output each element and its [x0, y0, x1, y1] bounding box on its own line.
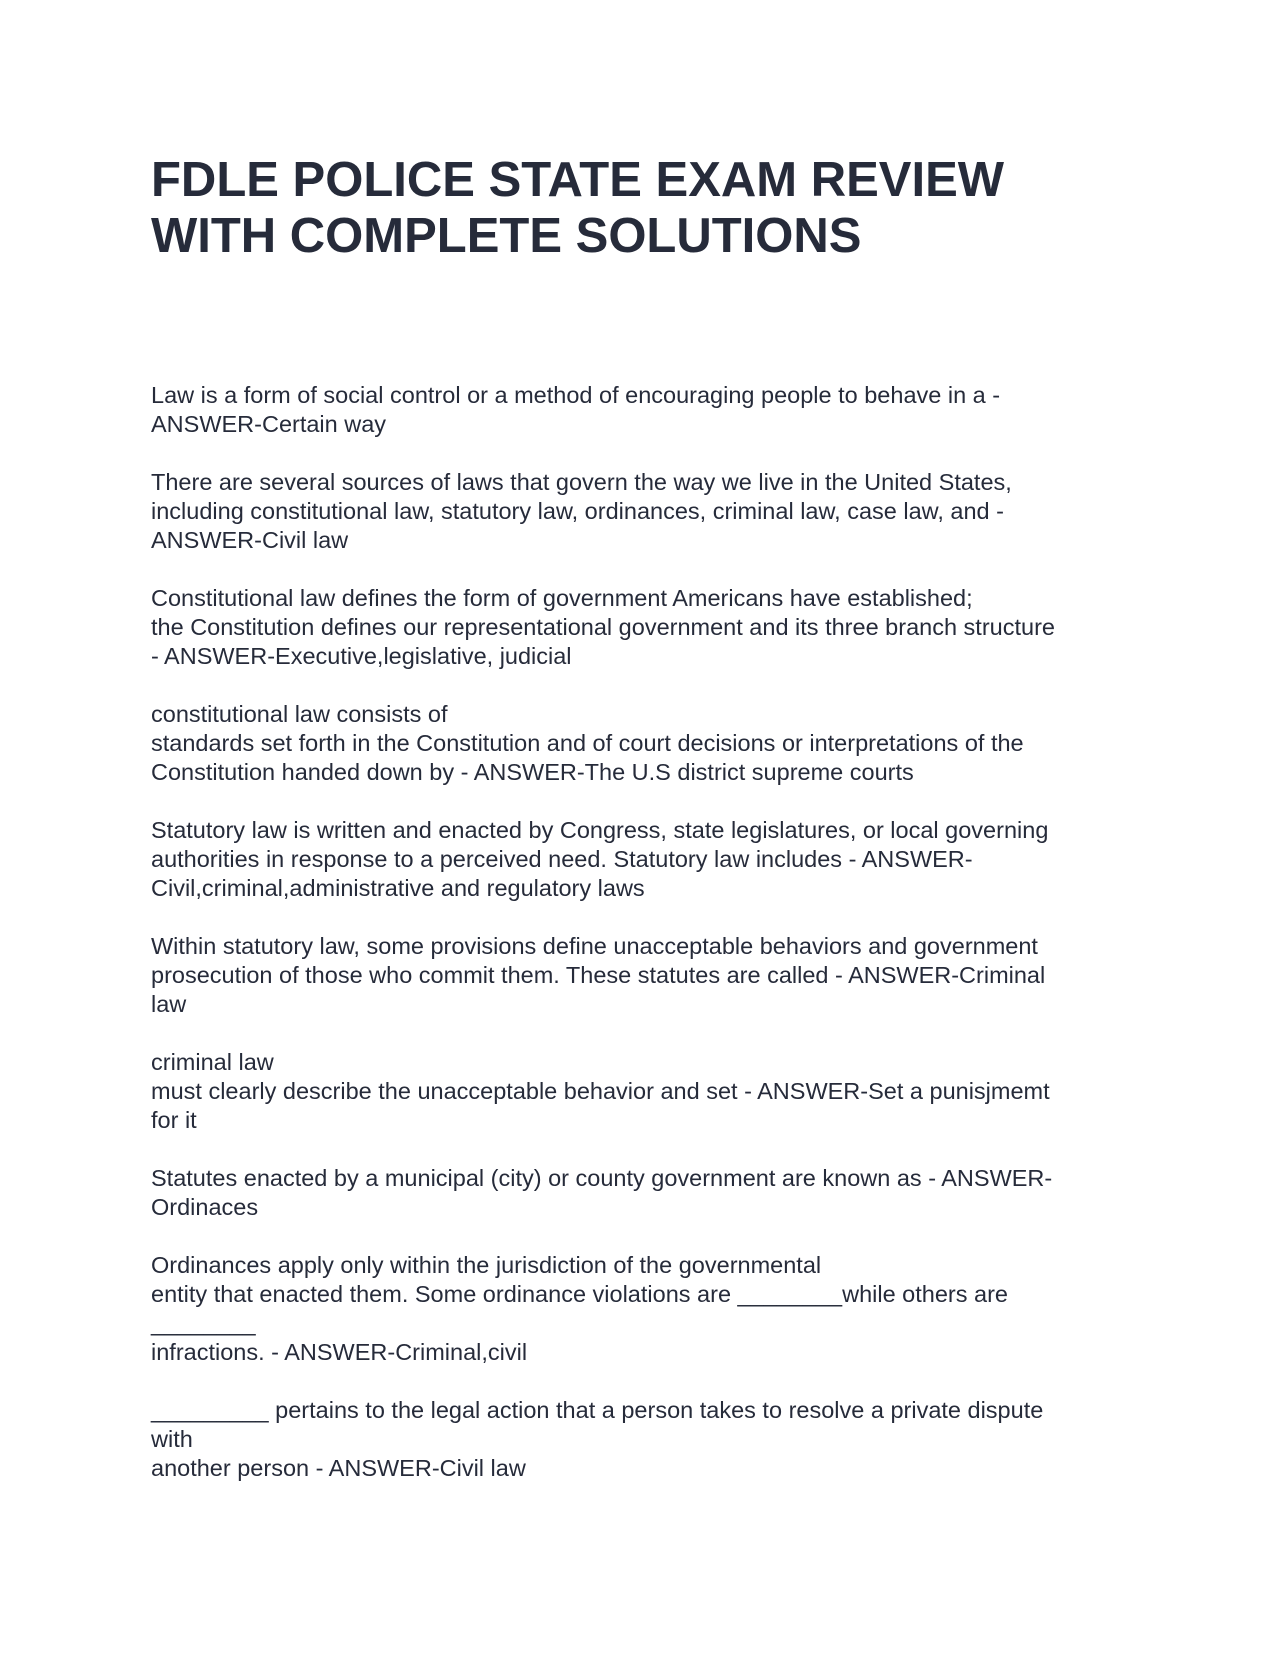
qa-line: There are several sources of laws that govern the way we live in the United States,	[151, 469, 1012, 495]
qa-line: Statutory law is written and enacted by Congress, state legislatures, or local governing	[151, 817, 1049, 843]
qa-line: prosecution of those who commit them. These statutes are called - ANSWER-Criminal	[151, 962, 1046, 988]
qa-line: standards set forth in the Constitution and of court decisions or interpretations of the	[151, 730, 1024, 756]
qa-line: infractions. - ANSWER-Criminal,civil	[151, 1339, 528, 1365]
qa-line: Statutes enacted by a municipal (city) or county government are known as - ANSWER-	[151, 1165, 1053, 1191]
qa-item	[151, 816, 1131, 903]
qa-line: Within statutory law, some provisions define unacceptable behaviors and government	[151, 933, 1038, 959]
qa-line: Civil,criminal,administrative and regulatory laws	[151, 875, 645, 901]
qa-line: authorities in response to a perceived need. Statutory law includes - ANSWER-	[151, 846, 973, 872]
qa-line: Ordinaces	[151, 1194, 259, 1220]
qa-line: ________	[151, 1310, 256, 1336]
qa-line: criminal law	[151, 1049, 274, 1075]
qa-line: ANSWER-Certain way	[151, 411, 387, 437]
qa-line: law	[151, 991, 187, 1017]
qa-line: the Constitution defines our representational government and its three branch structure	[151, 614, 1055, 640]
document-title	[151, 152, 1131, 264]
qa-line: entity that enacted them. Some ordinance violations are ________while others are	[151, 1281, 1008, 1307]
qa-line: with	[151, 1426, 193, 1452]
qa-line: _________ pertains to the legal action that a person takes to resolve a private dispute	[151, 1397, 1044, 1423]
qa-line: ANSWER-Civil law	[151, 527, 349, 553]
qa-item	[151, 381, 1131, 439]
qa-line: must clearly describe the unacceptable behavior and set - ANSWER-Set a punisjmemt	[151, 1078, 1050, 1104]
qa-item	[151, 1164, 1131, 1222]
qa-line: including constitutional law, statutory law, ordinances, criminal law, case law, and -	[151, 498, 1004, 524]
qa-line: Constitutional law defines the form of government Americans have established;	[151, 585, 973, 611]
qa-line: for it	[151, 1107, 197, 1133]
qa-line: constitutional law consists of	[151, 701, 448, 727]
title-line: FDLE POLICE STATE EXAM REVIEW	[151, 153, 1005, 207]
qa-item	[151, 1251, 1131, 1367]
qa-item	[151, 1048, 1131, 1135]
qa-item	[151, 700, 1131, 787]
title-line: WITH COMPLETE SOLUTIONS	[151, 209, 862, 263]
qa-item	[151, 1396, 1131, 1483]
qa-item	[151, 932, 1131, 1019]
qa-line: Constitution handed down by - ANSWER-The U.S district supreme courts	[151, 759, 914, 785]
qa-list	[151, 381, 1131, 1512]
qa-line: Law is a form of social control or a method of encouraging people to behave in a -	[151, 382, 1001, 408]
qa-item	[151, 584, 1131, 671]
qa-line: - ANSWER-Executive,legislative, judicial	[151, 643, 572, 669]
qa-line: Ordinances apply only within the jurisdiction of the governmental	[151, 1252, 822, 1278]
qa-item	[151, 468, 1131, 555]
qa-line: another person - ANSWER-Civil law	[151, 1455, 526, 1481]
